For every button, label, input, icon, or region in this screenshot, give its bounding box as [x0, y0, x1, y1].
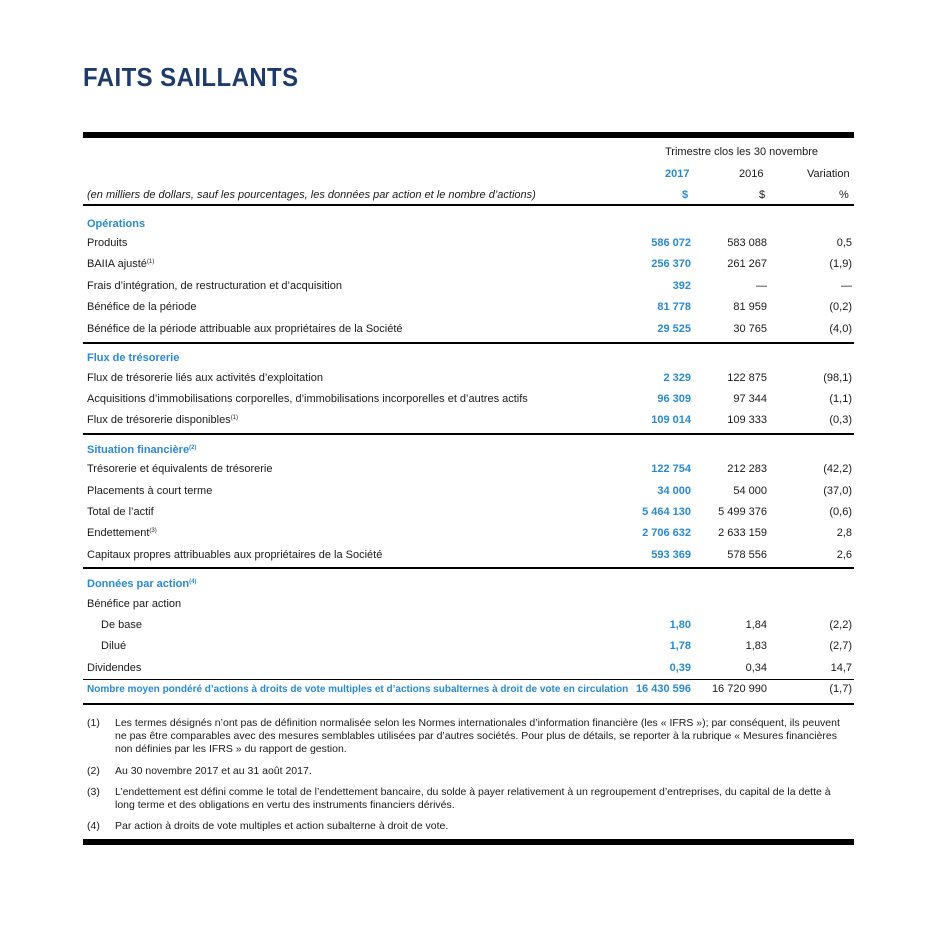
section-rule: [83, 433, 854, 435]
table-row: [83, 411, 854, 432]
row-label: Bénéfice par action: [87, 598, 182, 610]
table-row: [83, 680, 854, 701]
footnote-4: (4) Par action à droits de vote multiples et action subalterne à droit de vote.: [87, 820, 449, 832]
footnote-1: (1) Les termes désignés n’ont pas de définition normalisée selon les Normes internationales d’information financière (les « IFRS »); par conséquent, ils peuvent ne pas être comparables avec des mesures semblables utilisées par d’autres sociétés. Pour plus de détails, se reporter à la rubrique « Mesures financières non définies par les IFRS » du rapport de gestion.: [87, 717, 840, 755]
value-variation: 14,7: [830, 662, 852, 674]
value-variation: (42,2): [823, 463, 852, 475]
table-row: [83, 234, 854, 255]
value-2016: 54 000: [733, 485, 767, 497]
table-row: [83, 298, 854, 319]
table-row: [83, 277, 854, 298]
value-2016: 583 088: [727, 237, 767, 249]
value-2016: 97 344: [733, 393, 767, 405]
value-variation: (98,1): [823, 372, 852, 384]
value-2017: 96 309: [657, 393, 691, 405]
row-label: De base: [101, 619, 142, 631]
value-variation: (0,3): [829, 414, 852, 426]
section-rule: [83, 342, 854, 344]
row-label: Flux de trésorerie disponibles$^{(1)}$: [87, 414, 239, 426]
bottom-rule: [83, 839, 854, 845]
header-rule: [83, 204, 854, 206]
col-variation-unit: %: [839, 189, 849, 201]
row-label: Produits: [87, 237, 128, 249]
section-operations: Opérations: [87, 218, 146, 230]
value-2016: 1,83: [745, 640, 767, 652]
table-row: [83, 320, 854, 341]
value-2016: 109 333: [727, 414, 767, 426]
value-variation: 0,5: [836, 237, 852, 249]
value-2016: 16 720 990: [711, 683, 767, 695]
table-row: [83, 482, 854, 503]
row-label: Endettement$^{(3)}$: [87, 527, 157, 539]
section-financial-position: Situation financière$^{(2)}$: [87, 444, 197, 456]
value-2017: 16 430 596: [635, 683, 691, 695]
value-variation: (1,7): [829, 683, 852, 695]
value-2017: 586 072: [651, 237, 691, 249]
value-variation: (0,6): [829, 506, 852, 518]
value-variation: (4,0): [829, 323, 852, 335]
table-row: [83, 524, 854, 545]
period-header: Trimestre clos les 30 novembre: [665, 146, 819, 158]
footnote-2: (2) Au 30 novembre 2017 et au 31 août 2017.: [87, 765, 312, 777]
row-label: Capitaux propres attribuables aux propriétaires de la Société: [87, 549, 383, 561]
value-2017: 5 464 130: [642, 506, 691, 518]
section-rule: [83, 567, 854, 569]
value-variation: (1,9): [829, 258, 852, 270]
value-variation: (0,2): [829, 301, 852, 313]
value-2016: 30 765: [733, 323, 767, 335]
table-row: [83, 369, 854, 390]
value-variation: (2,2): [829, 619, 852, 631]
table-row: [83, 595, 854, 616]
section-cash-flow: Flux de trésorerie: [87, 352, 180, 364]
value-variation: 2,6: [836, 549, 852, 561]
value-variation: (2,7): [829, 640, 852, 652]
value-2016: 0,34: [745, 662, 767, 674]
value-2017: 2 329: [663, 372, 691, 384]
value-2017: 2 706 632: [642, 527, 691, 539]
row-label: Dividendes: [87, 662, 142, 674]
value-2016: —: [756, 280, 767, 292]
row-label: Nombre moyen pondéré d’actions à droits de vote multiples et d’actions subalternes à droit de vote en circulation: [87, 684, 629, 695]
value-2017: 109 014: [651, 414, 691, 426]
row-label: Placements à court terme: [87, 485, 213, 497]
row-label: Acquisitions d’immobilisations corporelles, d’immobilisations incorporelles et d’autres actifs: [87, 393, 528, 405]
table-row: [83, 616, 854, 637]
row-label: Total de l’actif: [87, 506, 154, 518]
row-label: BAIIA ajusté$^{(1)}$: [87, 258, 155, 270]
value-2016: 1,84: [745, 619, 767, 631]
row-label: Frais d’intégration, de restructuration et d’acquisition: [87, 280, 342, 292]
page-title: FAITS SAILLANTS: [83, 62, 299, 92]
value-variation: (1,1): [829, 393, 852, 405]
table-row: [83, 659, 854, 680]
units-note: (en milliers de dollars, sauf les pourcentages, les données par action et le nombre d’actions): [87, 189, 536, 201]
value-2016: 2 633 159: [718, 527, 767, 539]
value-2017: 29 525: [657, 323, 691, 335]
row-label: Bénéfice de la période attribuable aux propriétaires de la Société: [87, 323, 403, 335]
value-2016: 261 267: [727, 258, 767, 270]
value-2017: 593 369: [651, 549, 691, 561]
top-rule: [83, 132, 854, 138]
value-2016: 578 556: [727, 549, 767, 561]
value-2016: 122 875: [727, 372, 767, 384]
value-2016: 81 959: [733, 301, 767, 313]
col-2016-unit: $: [759, 189, 766, 201]
table-row: [83, 546, 854, 567]
value-2016: 5 499 376: [718, 506, 767, 518]
value-2017: 34 000: [657, 485, 691, 497]
table-row: [83, 460, 854, 481]
value-2017: 122 754: [651, 463, 691, 475]
col-2017-header: 2017: [665, 168, 690, 180]
col-variation-header: Variation: [807, 168, 850, 180]
value-variation: 2,8: [836, 527, 852, 539]
section-per-share: Données par action$^{(4)}$: [87, 578, 197, 590]
value-2017: 392: [672, 280, 691, 292]
col-2017-unit: $: [682, 189, 689, 201]
value-2016: 212 283: [727, 463, 767, 475]
table-row: [83, 390, 854, 411]
row-label: Bénéfice de la période: [87, 301, 197, 313]
footnote-3: (3) L’endettement est défini comme le total de l’endettement bancaire, du solde à payer relativement à un regroupement d’entreprises, du capital de la dette à long terme et des obligations en vertu des instruments financiers dérivés.: [87, 786, 831, 811]
table-row: [83, 503, 854, 524]
value-variation: —: [841, 280, 852, 292]
table-row: [83, 255, 854, 276]
row-label: Dilué: [101, 640, 127, 652]
row-label: Flux de trésorerie liés aux activités d’exploitation: [87, 372, 324, 384]
value-2017: 1,80: [669, 619, 691, 631]
value-2017: 81 778: [657, 301, 691, 313]
col-2016-header: 2016: [739, 168, 764, 180]
table-row: [83, 637, 854, 658]
value-2017: 1,78: [669, 640, 691, 652]
value-variation: (37,0): [823, 485, 852, 497]
value-2017: 256 370: [651, 258, 691, 270]
value-2017: 0,39: [669, 662, 691, 674]
table-bottom-rule: [83, 703, 854, 705]
row-label: Trésorerie et équivalents de trésorerie: [87, 463, 273, 475]
